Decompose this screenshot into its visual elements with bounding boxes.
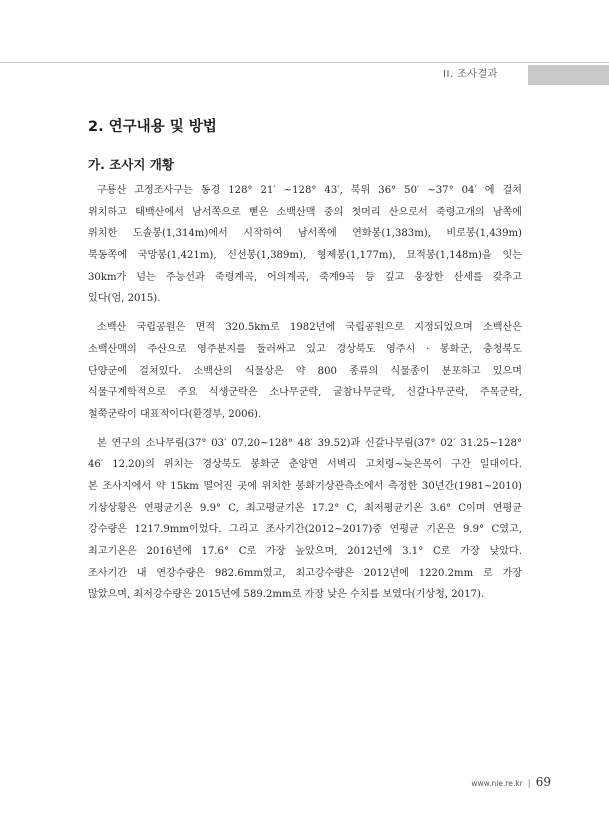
text-line: 46′ 12.20)의 위치는 경상북도 봉화군 춘양면 서벽리 고치령~늦은목이 구간 일대이다. bbox=[88, 459, 522, 471]
header-tab-block bbox=[528, 65, 609, 85]
text-line: 식물구계학적으로 주요 식생군락은 소나무군락, 굴참나무군락, 신갈나무군락, 주목군락, bbox=[88, 387, 522, 399]
paragraph-3 bbox=[88, 433, 522, 607]
paragraph-2 bbox=[88, 317, 522, 425]
header-rule bbox=[0, 62, 609, 63]
text-line: 소백산 국립공원은 면적 320.5km로 1982년에 국립공원으로 지정되었으며 소백산은 bbox=[97, 322, 522, 334]
text-line: 조사기간 내 연강수량은 982.6mm였고, 최고강수량은 2012년에 1220.2mm 로 가장 bbox=[88, 567, 522, 579]
text-line: 30km가 넘는 주능선과 죽령계곡, 어의계곡, 죽계9곡 등 깊고 웅장한 산세를 갖추고 bbox=[88, 271, 522, 283]
running-header-section: II. 조사결과 bbox=[443, 69, 498, 80]
text-line: 최고기온은 2016년에 17.6° C로 가장 높았으며, 2012년에 3.1° C로 가장 낮았다. bbox=[88, 546, 522, 557]
text-line: 구룡산 고정조사구는 동경 128° 21′ ~128° 43′, 북위 36° 50′ ~37° 04′ 에 걸쳐 bbox=[97, 185, 522, 196]
text-line: 많았으며, 최저강수량은 2015년에 589.2mm로 가장 낮은 수치를 보였다(기상청, 2017). bbox=[88, 589, 485, 601]
text-line: 북동쪽에 국망봉(1,421m), 신선봉(1,389m), 형제봉(1,177m), 묘적봉(1,148m)을 잇는 bbox=[88, 250, 522, 262]
text-line: 기상상황은 연평균기온 9.9° C, 최고평균기온 17.2° C, 최저평균기온 3.6° C이며 연평균 bbox=[88, 502, 522, 514]
text-line: 강수량은 1217.9mm이었다. 그리고 조사기간(2012~2017)중 연평균 기온은 9.9° C였고, bbox=[88, 524, 522, 536]
paragraph-gap bbox=[88, 426, 522, 433]
subsection-title: 가. 조사지 개황 bbox=[88, 157, 174, 172]
text-line: 소백산맥의 주산으로 영주분지를 둘러싸고 있고 경상북도 영주시 · 봉화군, 충청북도 bbox=[88, 343, 522, 355]
text-line: 본 연구의 소나무림(37° 03′ 07.20~128° 48′ 39.52)과 신갈나무림(37° 02′ 31.25~128° bbox=[97, 437, 522, 449]
text-line: 본 조사지에서 약 15km 떨어진 곳에 위치한 봉화기상관측소에서 측정한 30년간(1981~2010) bbox=[88, 480, 522, 492]
text-line: 위치한 도솔봉(1,314m)에서 시작하여 남서쪽에 연화봉(1,383m), 비로봉(1,439m) bbox=[88, 228, 522, 240]
footer-separator: | bbox=[527, 779, 531, 789]
text-line: 위치하고 태백산에서 남서쪽으로 뻗은 소백산맥 중의 첫머리 산으로서 죽령고개의 남쪽에 bbox=[88, 206, 522, 218]
section-title: 2. 연구내용 및 방법 bbox=[88, 119, 217, 135]
paragraph-1 bbox=[88, 180, 522, 310]
page-number: 69 bbox=[535, 775, 551, 789]
page-footer bbox=[471, 771, 551, 794]
paragraph-gap bbox=[88, 310, 522, 317]
text-line: 철쭉군락이 대표적이다(환경부, 2006). bbox=[88, 408, 262, 420]
body-text bbox=[88, 180, 522, 606]
text-line: 있다(엄, 2015). bbox=[88, 293, 161, 305]
footer-url[interactable]: www.nie.re.kr bbox=[471, 779, 523, 788]
text-line: 단양군에 걸쳐있다. 소백산의 식물상은 약 800 종류의 식물종이 분포하고 있으며 bbox=[88, 365, 522, 377]
